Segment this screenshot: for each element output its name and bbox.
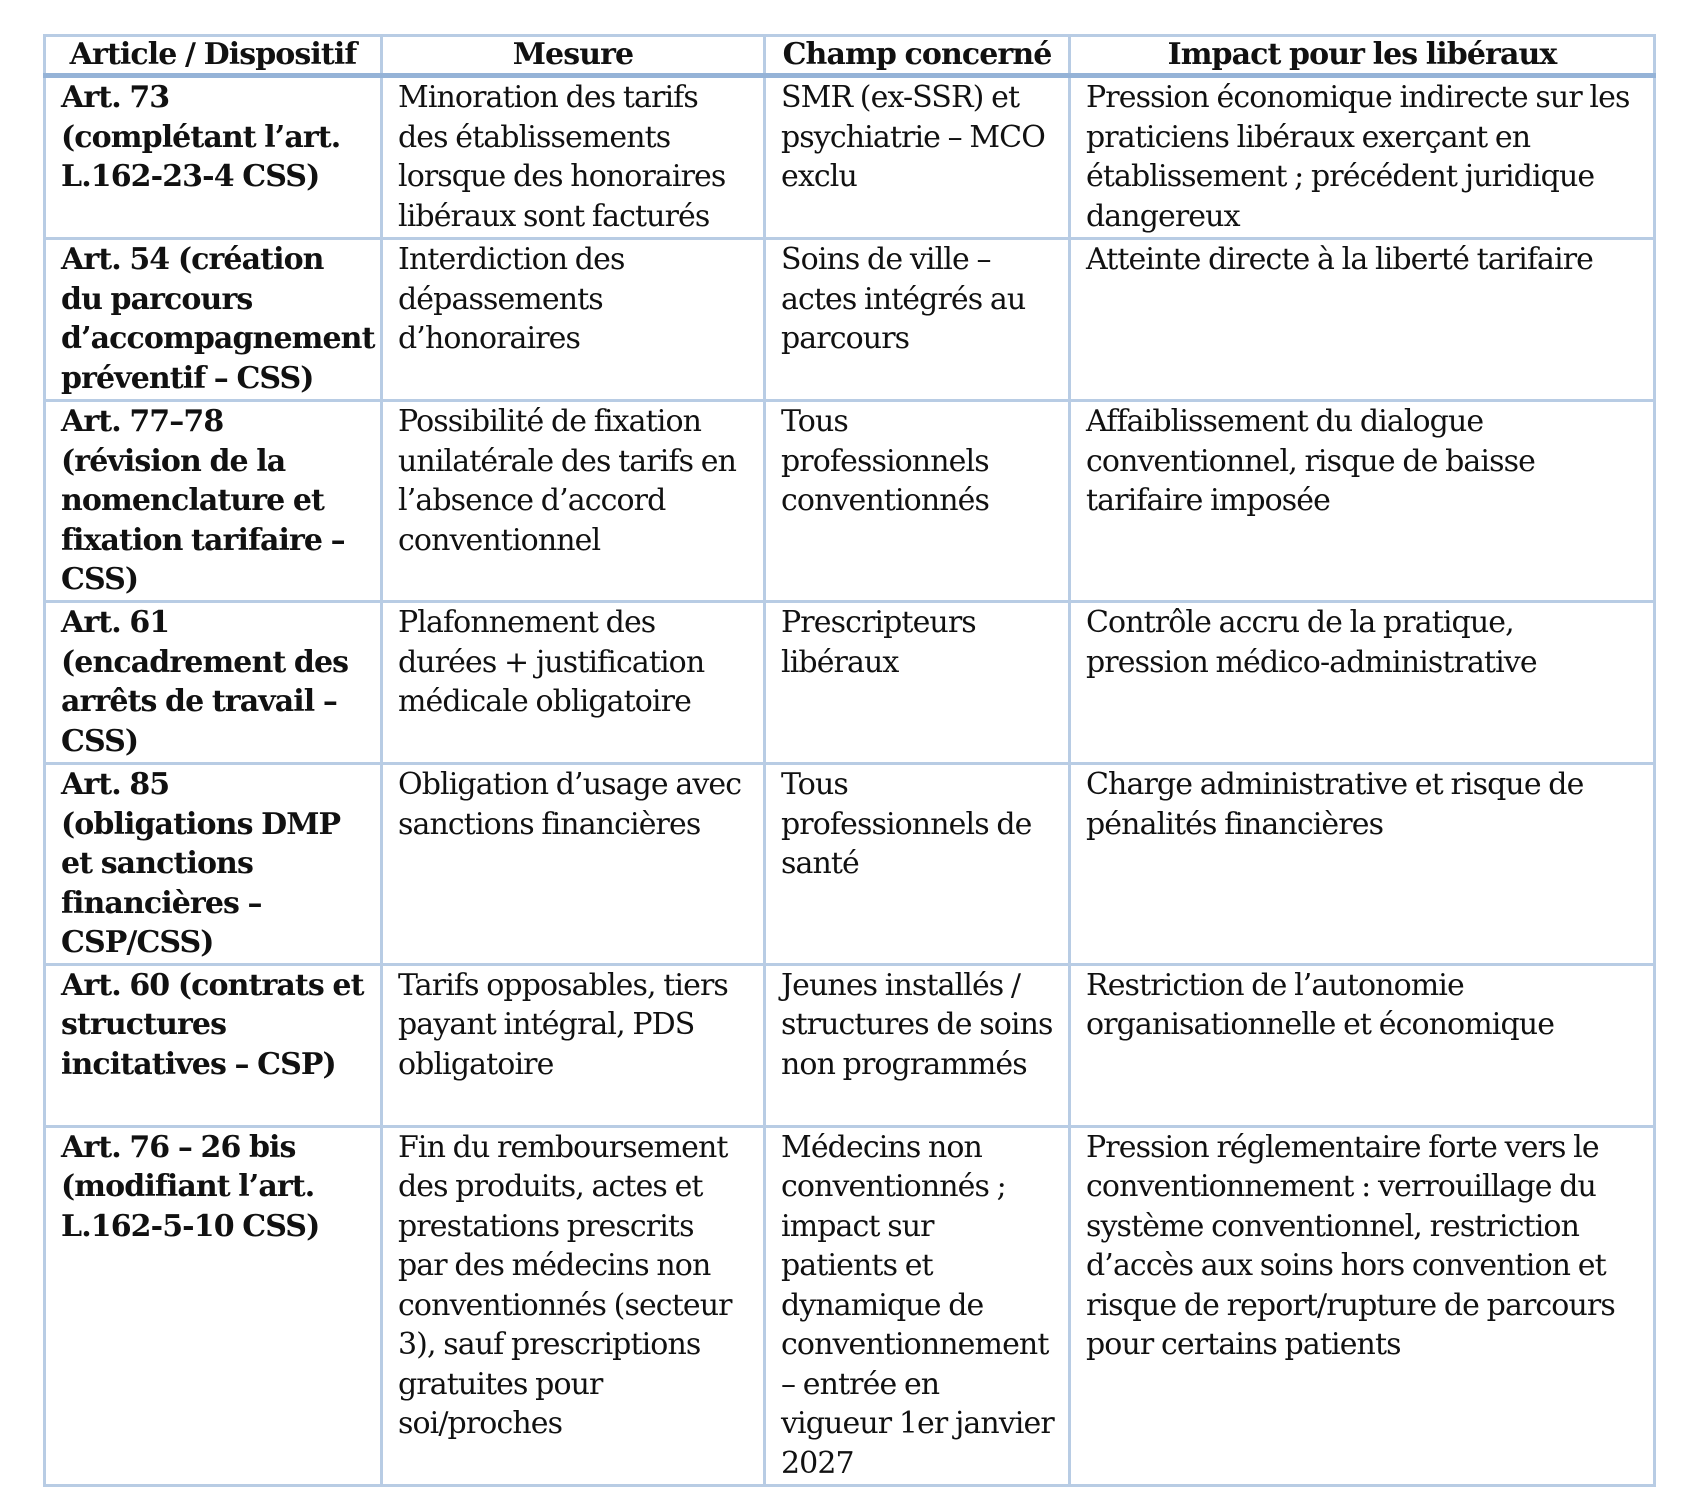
measures-table	[43, 34, 1656, 1487]
cell-champ: Prescripteurs libéraux	[765, 602, 1070, 764]
cell-article: Art. 61 (encadrement des arrêts de travail – CSS)	[45, 602, 382, 764]
cell-impact: Restriction de l’autonomie organisationnelle et économique	[1070, 964, 1655, 1126]
header-champ: Champ concerné	[765, 36, 1070, 76]
header-article: Article / Dispositif	[45, 36, 382, 76]
cell-mesure: Minoration des tarifs des établissements lorsque des honoraires libéraux sont facturés	[382, 76, 765, 239]
table-row	[45, 964, 1655, 1126]
table-header-row	[45, 36, 1655, 76]
cell-champ: Jeunes installés / structures de soins non programmés	[765, 964, 1070, 1126]
cell-champ: Tous professionnels de santé	[765, 764, 1070, 965]
cell-mesure: Plafonnement des durées + justification médicale obligatoire	[382, 602, 765, 764]
cell-impact: Contrôle accru de la pratique, pression médico-administrative	[1070, 602, 1655, 764]
table-row	[45, 76, 1655, 239]
cell-champ: Médecins non conventionnés ; impact sur patients et dynamique de conventionnement – entrée en vigueur 1er janvier 2027	[765, 1126, 1070, 1485]
cell-impact: Charge administrative et risque de pénalités financières	[1070, 764, 1655, 965]
cell-article: Art. 54 (création du parcours d’accompagnement préventif – CSS)	[45, 239, 382, 401]
cell-article: Art. 85 (obligations DMP et sanctions financières – CSP/CSS)	[45, 764, 382, 965]
table-row	[45, 602, 1655, 764]
cell-mesure: Possibilité de fixation unilatérale des tarifs en l’absence d’accord conventionnel	[382, 401, 765, 602]
table-row	[45, 764, 1655, 965]
table-row	[45, 401, 1655, 602]
cell-article: Art. 77–78 (révision de la nomenclature et fixation tarifaire – CSS)	[45, 401, 382, 602]
cell-impact: Pression réglementaire forte vers le conventionnement : verrouillage du système conventionnel, restriction d’accès aux soins hors convention et risque de report/rupture de parcours pour certains patients	[1070, 1126, 1655, 1485]
cell-mesure: Obligation d’usage avec sanctions financières	[382, 764, 765, 965]
header-impact: Impact pour les libéraux	[1070, 36, 1655, 76]
table-row	[45, 1126, 1655, 1485]
table-row	[45, 239, 1655, 401]
cell-champ: Tous professionnels conventionnés	[765, 401, 1070, 602]
header-mesure: Mesure	[382, 36, 765, 76]
cell-impact: Atteinte directe à la liberté tarifaire	[1070, 239, 1655, 401]
cell-article: Art. 73 (complétant l’art. L.162-23-4 CSS)	[45, 76, 382, 239]
cell-article: Art. 60 (contrats et structures incitatives – CSP)	[45, 964, 382, 1126]
cell-impact: Affaiblissement du dialogue conventionnel, risque de baisse tarifaire imposée	[1070, 401, 1655, 602]
cell-champ: Soins de ville – actes intégrés au parcours	[765, 239, 1070, 401]
cell-article: Art. 76 – 26 bis (modifiant l’art. L.162-5-10 CSS)	[45, 1126, 382, 1485]
cell-mesure: Fin du remboursement des produits, actes et prestations prescrits par des médecins non conventionnés (secteur 3), sauf prescriptions gratuites pour soi/proches	[382, 1126, 765, 1485]
cell-mesure: Interdiction des dépassements d’honoraires	[382, 239, 765, 401]
cell-impact: Pression économique indirecte sur les praticiens libéraux exerçant en établissement ; précédent juridique dangereux	[1070, 76, 1655, 239]
cell-champ: SMR (ex-SSR) et psychiatrie – MCO exclu	[765, 76, 1070, 239]
cell-mesure: Tarifs opposables, tiers payant intégral, PDS obligatoire	[382, 964, 765, 1126]
